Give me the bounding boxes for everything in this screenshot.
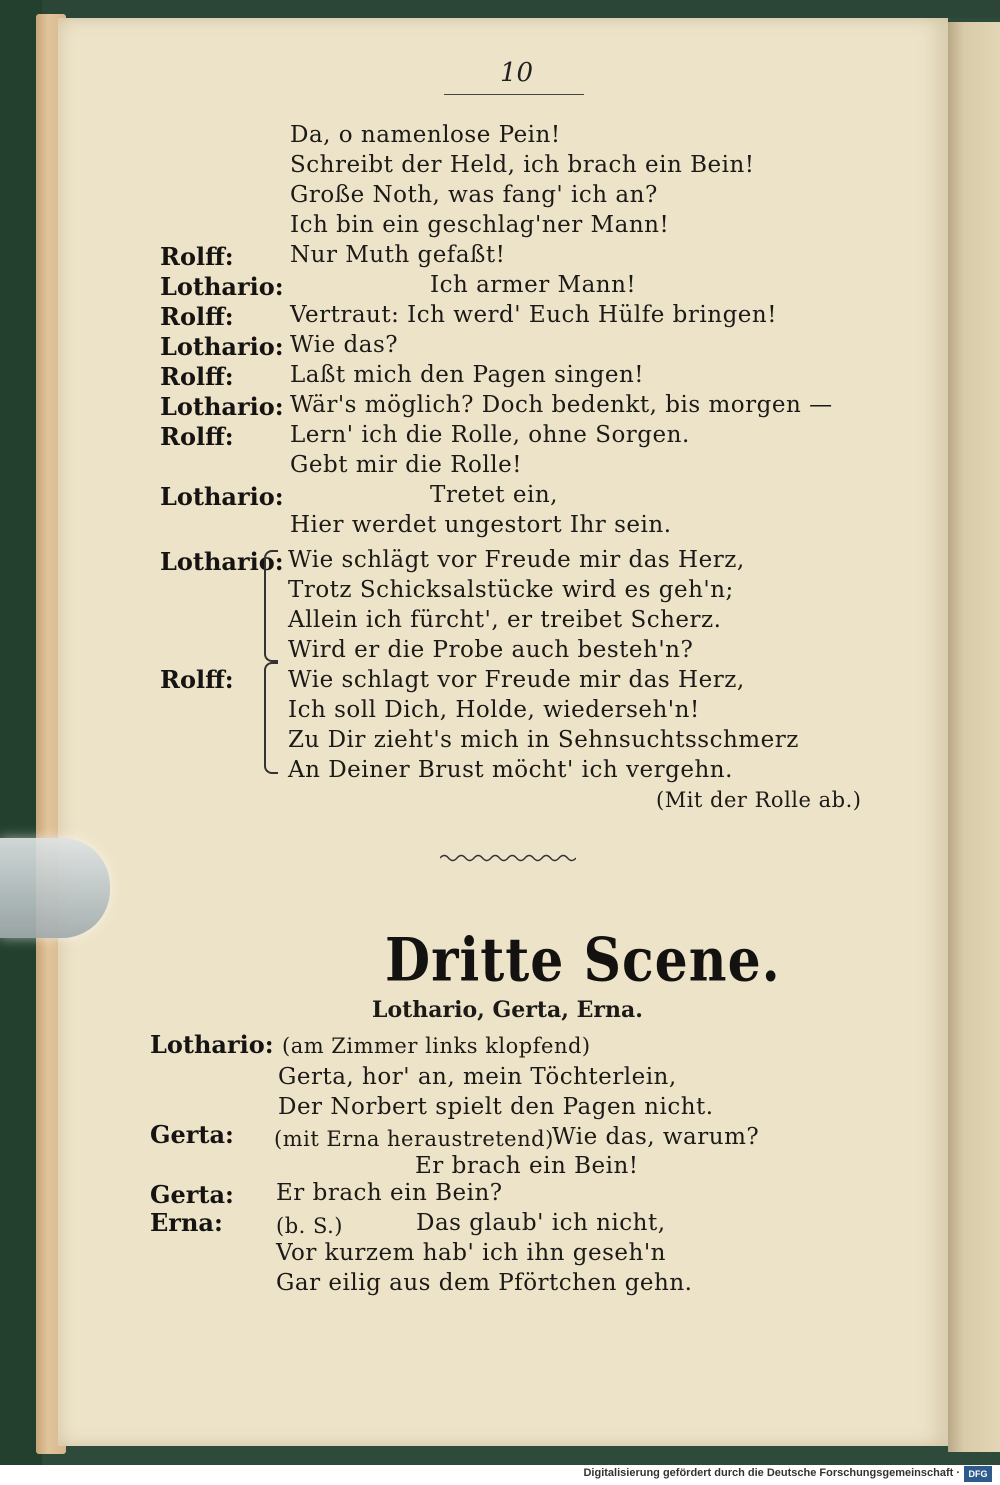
verse-line: Trotz Schicksalstücke wird es geh'n;	[288, 577, 734, 603]
verse-line: Vertraut: Ich werd' Euch Hülfe bringen!	[290, 302, 777, 328]
verse-line: Da, o namenlose Pein!	[290, 122, 561, 148]
stage-direction: (am Zimmer links klopfend)	[282, 1034, 591, 1058]
verse-line: Nur Muth gefaßt!	[290, 242, 506, 268]
verse-line: Er brach ein Bein?	[276, 1180, 503, 1206]
speaker-label: Gerta:	[150, 1120, 234, 1149]
verse-line: Wie schlägt vor Freude mir das Herz,	[288, 547, 745, 573]
header-rule	[444, 94, 584, 95]
speaker-label: Lothario:	[160, 332, 284, 361]
verse-line: Gerta, hor' an, mein Töchterlein,	[278, 1064, 677, 1090]
verse-line: Wär's möglich? Doch bedenkt, bis morgen —	[290, 392, 833, 418]
speaker-label: Rolff:	[160, 242, 234, 271]
verse-line: Ich bin ein geschlag'ner Mann!	[290, 212, 670, 238]
speaker-label: Lothario:	[160, 482, 284, 511]
verse-line: Lern' ich die Rolle, ohne Sorgen.	[290, 422, 690, 448]
speaker-label: Lothario:	[160, 547, 284, 576]
verse-line: Große Noth, was fang' ich an?	[290, 182, 658, 208]
background-top	[0, 0, 1000, 18]
verse-line: Allein ich fürcht', er treibet Scherz.	[288, 607, 722, 633]
verse-line: Vor kurzem hab' ich ihn geseh'n	[276, 1240, 666, 1266]
verse-line: Gebt mir die Rolle!	[290, 452, 522, 478]
speaker-label: Lothario:	[160, 272, 284, 301]
verse-line: Zu Dir zieht's mich in Sehnsuchtsschmerz	[288, 727, 799, 753]
verse-line: Er brach ein Bein!	[415, 1153, 639, 1179]
verse-line: Wie das, warum?	[552, 1124, 760, 1150]
verse-line: Wie schlagt vor Freude mir das Herz,	[288, 667, 745, 693]
stage-direction: (mit Erna heraustretend)	[274, 1127, 554, 1151]
verse-line: Ich soll Dich, Holde, wiederseh'n!	[288, 697, 700, 723]
dfg-logo: DFG	[964, 1466, 992, 1482]
cast-list: Lothario, Gerta, Erna.	[372, 997, 643, 1023]
verse-line: Schreibt der Held, ich brach ein Bein!	[290, 152, 755, 178]
speaker-label: Gerta:	[150, 1180, 234, 1209]
verse-line: Gar eilig aus dem Pförtchen gehn.	[276, 1270, 693, 1296]
verse-line: Das glaub' ich nicht,	[416, 1210, 666, 1236]
speaker-label: Rolff:	[160, 422, 234, 451]
speaker-label: Rolff:	[160, 302, 234, 331]
verse-line: Laßt mich den Pagen singen!	[290, 362, 645, 388]
verse-line: Wie das?	[290, 332, 399, 358]
ornament-divider	[440, 852, 576, 864]
stage-direction: (b. S.)	[276, 1214, 343, 1238]
duet-brace-rolff	[264, 662, 278, 774]
duet-brace-lothario	[264, 550, 278, 662]
speaker-label: Lothario:	[150, 1030, 274, 1059]
footer-credit: Digitalisierung gefördert durch die Deutsche Forschungsgemeinschaft ·	[583, 1467, 960, 1479]
page-clip	[0, 838, 110, 938]
speaker-label: Rolff:	[160, 665, 234, 694]
speaker-label: Rolff:	[160, 362, 234, 391]
verse-line: Der Norbert spielt den Pagen nicht.	[278, 1094, 714, 1120]
next-page-edge	[948, 22, 1000, 1452]
verse-line: Wird er die Probe auch besteh'n?	[288, 637, 694, 663]
scene-title: Dritte Scene.	[385, 925, 781, 996]
verse-line: Ich armer Mann!	[430, 272, 637, 298]
speaker-label: Erna:	[150, 1208, 223, 1237]
stage-direction: (Mit der Rolle ab.)	[656, 788, 862, 812]
verse-line: Tretet ein,	[430, 482, 558, 508]
page-number: 10	[500, 58, 534, 88]
verse-line: An Deiner Brust möcht' ich vergehn.	[288, 757, 733, 783]
verse-line: Hier werdet ungestort Ihr sein.	[290, 512, 672, 538]
speaker-label: Lothario:	[160, 392, 284, 421]
